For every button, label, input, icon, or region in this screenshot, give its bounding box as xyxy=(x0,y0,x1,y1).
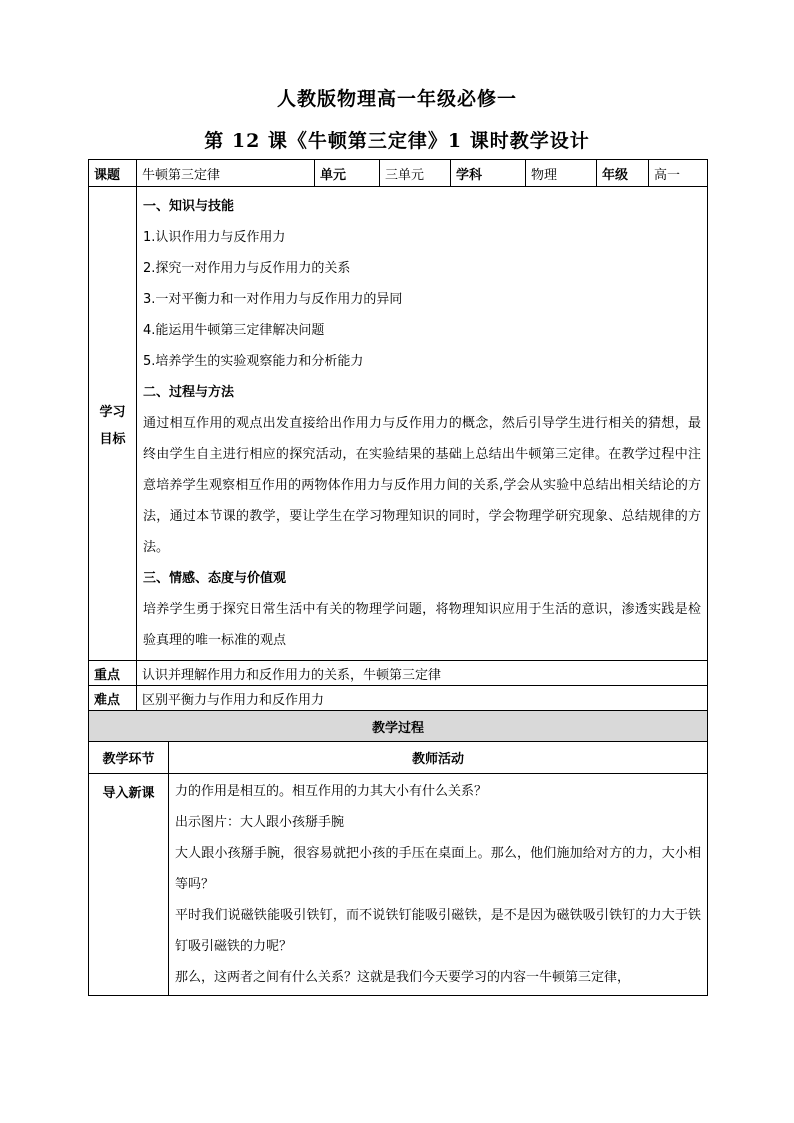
lesson-title: 第 12 课《牛顿第三定律》1 课时教学设计 xyxy=(204,130,590,152)
goals-label-line2: 目标 xyxy=(99,431,126,447)
section-process-title: 二、过程与方法 xyxy=(143,385,235,400)
unit-value: 三单元 xyxy=(380,160,451,187)
section-knowledge-title: 一、知识与技能 xyxy=(143,199,235,214)
intro-line: 力的作用是相互的。相互作用的力其大小有什么关系？ xyxy=(175,784,488,799)
lesson-plan-table xyxy=(88,159,708,996)
goals-label-line1: 学习 xyxy=(99,404,126,420)
subject-value: 物理 xyxy=(526,160,597,187)
learning-goals-label xyxy=(89,187,137,661)
teaching-stage-header: 教学环节 xyxy=(89,742,169,774)
topic-label: 课题 xyxy=(89,160,137,187)
difficulty-text: 区别平衡力与作用力和反作用力 xyxy=(137,686,708,711)
key-point-label: 重点 xyxy=(89,661,137,686)
intro-line: 大人跟小孩掰手腕，很容易就把小孩的手压在桌面上。那么，他们施加给对方的力，大小相等吗？ xyxy=(175,846,702,892)
subject-label: 学科 xyxy=(451,160,526,187)
goal-item: 5.培养学生的实验观察能力和分析能力 xyxy=(143,354,364,369)
difficulty-row xyxy=(89,686,708,711)
teaching-process-title: 教学过程 xyxy=(89,711,708,742)
intro-line: 那么，这两者之间有什么关系？这就是我们今天要学习的内容一牛顿第三定律， xyxy=(175,970,631,985)
unit-label: 单元 xyxy=(315,160,380,187)
teacher-activity-header: 教师活动 xyxy=(169,742,708,774)
topic-value: 牛顿第三定律 xyxy=(137,160,315,187)
section-attitude-text: 培养学生勇于探究日常生活中有关的物理学问题，将物理知识应用于生活的意识，渗透实践是检验真理的唯一标准的观点 xyxy=(143,602,702,648)
difficulty-label: 难点 xyxy=(89,686,137,711)
intro-stage-label: 导入新课 xyxy=(89,774,169,996)
goal-item: 2.探究一对作用力与反作用力的关系 xyxy=(143,261,351,276)
intro-row xyxy=(89,774,708,996)
section-attitude-title: 三、情感、态度与价值观 xyxy=(143,571,287,586)
intro-line: 平时我们说磁铁能吸引铁钉，而不说铁钉能吸引磁铁，是不是因为磁铁吸引铁钉的力大于铁钉吸引磁铁的力呢？ xyxy=(175,908,702,954)
process-header-row xyxy=(89,742,708,774)
grade-label: 年级 xyxy=(597,160,649,187)
learning-goals-row xyxy=(89,187,708,661)
learning-goals-content xyxy=(137,187,708,661)
document-title: 人教版物理高一年级必修一 xyxy=(276,88,517,110)
goal-item: 1.认识作用力与反作用力 xyxy=(143,230,286,245)
key-point-text: 认识并理解作用力和反作用力的关系，牛顿第三定律 xyxy=(137,661,708,686)
intro-content xyxy=(169,774,708,996)
goal-item: 3.一对平衡力和一对作用力与反作用力的异同 xyxy=(143,292,403,307)
header-row xyxy=(89,160,708,187)
intro-line: 出示图片：大人跟小孩掰手腕 xyxy=(175,815,345,830)
section-process-text: 通过相互作用的观点出发直接给出作用力与反作用力的概念，然后引导学生进行相关的猜想，最终由学生自主进行相应的探究活动，在实验结果的基础上总结出牛顿第三定律。在教学过程中注意培养学生观察相互作用的两物体作用力与反作用力间的关系,学会从实验中总结出相关结论的方法，通过本节课的教学，要让学生在学习物理知识的同时，学会物理学研究现象、总结规律的方法。 xyxy=(143,416,702,555)
process-title-row xyxy=(89,711,708,742)
key-point-row xyxy=(89,661,708,686)
grade-value: 高一 xyxy=(649,160,708,187)
goal-item: 4.能运用牛顿第三定律解决问题 xyxy=(143,323,325,338)
